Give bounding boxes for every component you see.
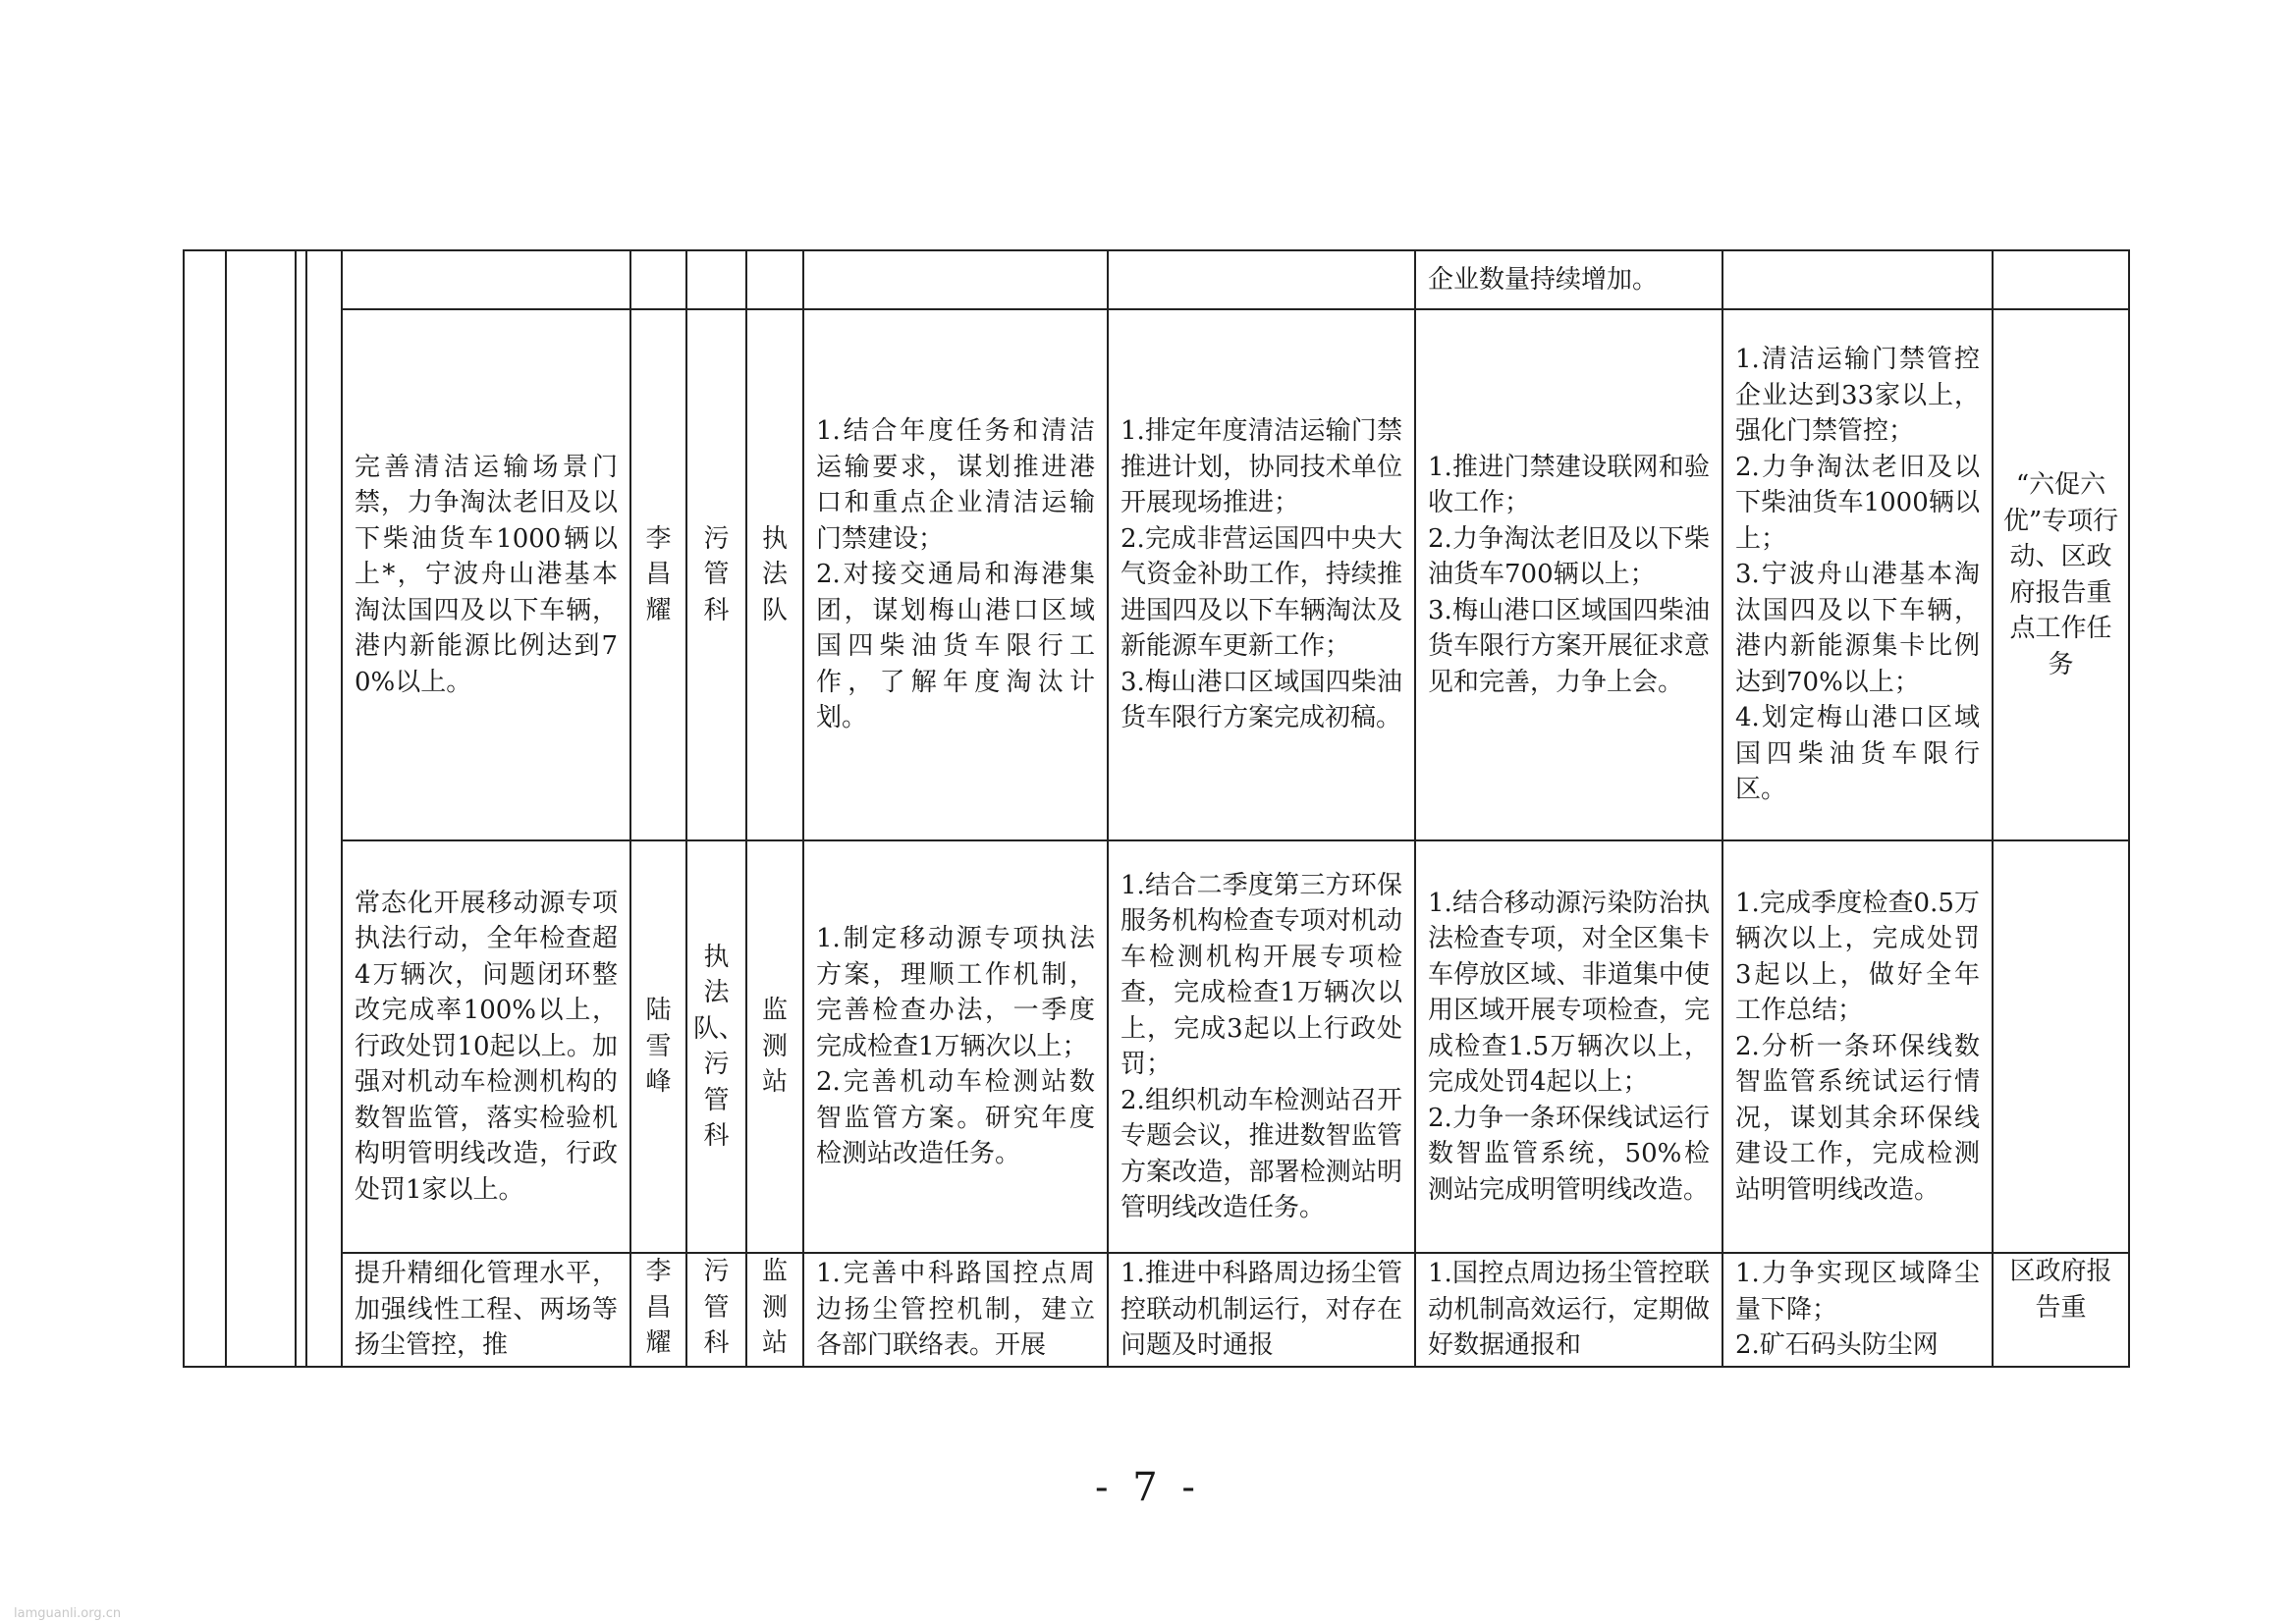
source-cell: 区政府报告重: [1993, 1253, 2129, 1367]
q1-cell: 1.完善中科路国控点周边扬尘管控机制，建立各部门联络表。开展: [803, 1253, 1108, 1367]
q3-cell: 1.国控点周边扬尘管控联动机制高效运行，定期做好数据通报和: [1415, 1253, 1722, 1367]
dept-cell: 污管科: [686, 309, 746, 840]
coop-cell: 监测站: [746, 840, 803, 1253]
page-number: - 7 -: [1095, 1465, 1201, 1510]
source-cell: “六促六优”专项行动、区政府报告重点工作任务: [1993, 309, 2129, 840]
source-cell: [1993, 840, 2129, 1253]
q4-cell: 1.完成季度检查0.5万辆次以上，完成处罚3起以上，做好全年工作总结； 2.分析一条环保线数智监管系统试运行情况，谋划其余环保线建设工作，完成检测站明管明线改造。: [1722, 840, 1993, 1253]
task-cell: 常态化开展移动源专项执法行动，全年检查超4万辆次，问题闭环整改完成率100%以上，行政处罚10起以上。加强对机动车检测机构的数智监管，落实检验机构明管明线改造，行政处罚1家以上。: [342, 840, 630, 1253]
q4-cell: 1.力争实现区域降尘量下降； 2.矿石码头防尘网: [1722, 1253, 1993, 1367]
task-cell: [342, 250, 630, 309]
leader-cell: 李昌耀: [630, 1253, 686, 1367]
task-cell: 提升精细化管理水平，加强线性工程、两场等扬尘管控，推: [342, 1253, 630, 1367]
dept-cell: [686, 250, 746, 309]
watermark-text: lamguanli.org.cn: [14, 1606, 122, 1621]
task-cell: 完善清洁运输场景门禁，力争淘汰老旧及以下柴油货车1000辆以上*，宁波舟山港基本淘汰国四及以下车辆，港内新能源比例达到70%以上。: [342, 309, 630, 840]
q3-cell: 企业数量持续增加。: [1415, 250, 1722, 309]
work-plan-table: [183, 249, 2130, 1368]
leader-cell: [630, 250, 686, 309]
source-cell: [1993, 250, 2129, 309]
q1-cell: 1.制定移动源专项执法方案，理顺工作机制，完善检查办法，一季度完成检查1万辆次以上； 2.完善机动车检测站数智监管方案。研究年度检测站改造任务。: [803, 840, 1108, 1253]
q3-cell: 1.结合移动源污染防治执法检查专项，对全区集卡车停放区域、非道集中使用区域开展专项检查，完成检查1.5万辆次以上，完成处罚4起以上； 2.力争一条环保线试运行数智监管系统，50%检测站完成明管明线改造。: [1415, 840, 1722, 1253]
q2-cell: 1.排定年度清洁运输门禁推进计划，协同技术单位开展现场推进； 2.完成非营运国四中央大气资金补助工作，持续推进国四及以下车辆淘汰及新能源车更新工作； 3.梅山港口区域国四柴油货车限行方案完成初稿。: [1108, 309, 1415, 840]
blank-cell: [184, 250, 226, 1367]
leader-cell: 陆雪峰: [630, 840, 686, 1253]
q2-cell: 1.推进中科路周边扬尘管控联动机制运行，对存在问题及时通报: [1108, 1253, 1415, 1367]
table-row: [184, 840, 2129, 1253]
table-row: [184, 309, 2129, 840]
leader-cell: 李昌耀: [630, 309, 686, 840]
blank-cell: [306, 250, 342, 1367]
dept-cell: 执法队、污管科: [686, 840, 746, 1253]
q3-cell: 1.推进门禁建设联网和验收工作； 2.力争淘汰老旧及以下柴油货车700辆以上； 3.梅山港口区域国四柴油货车限行方案开展征求意见和完善，力争上会。: [1415, 309, 1722, 840]
dept-cell: 污管科: [686, 1253, 746, 1367]
q1-cell: 1.结合年度任务和清洁运输要求，谋划推进港口和重点企业清洁运输门禁建设； 2.对接交通局和海港集团，谋划梅山港口区域国四柴油货车限行工作，了解年度淘汰计划。: [803, 309, 1108, 840]
blank-cell: [296, 250, 306, 1367]
coop-cell: 执法队: [746, 309, 803, 840]
q4-cell: 1.清洁运输门禁管控企业达到33家以上，强化门禁管控； 2.力争淘汰老旧及以下柴油货车1000辆以上； 3.宁波舟山港基本淘汰国四及以下车辆，港内新能源集卡比例达到70%以上； 4.划定梅山港口区域国四柴油货车限行区。: [1722, 309, 1993, 840]
coop-cell: [746, 250, 803, 309]
table-row: [184, 250, 2129, 309]
q1-cell: [803, 250, 1108, 309]
q2-cell: [1108, 250, 1415, 309]
table-row: [184, 1253, 2129, 1367]
q4-cell: [1722, 250, 1993, 309]
coop-cell: 监测站: [746, 1253, 803, 1367]
q2-cell: 1.结合二季度第三方环保服务机构检查专项对机动车检测机构开展专项检查，完成检查1万辆次以上，完成3起以上行政处罚； 2.组织机动车检测站召开专题会议，推进数智监管方案改造，部署检测站明管明线改造任务。: [1108, 840, 1415, 1253]
blank-cell: [226, 250, 296, 1367]
